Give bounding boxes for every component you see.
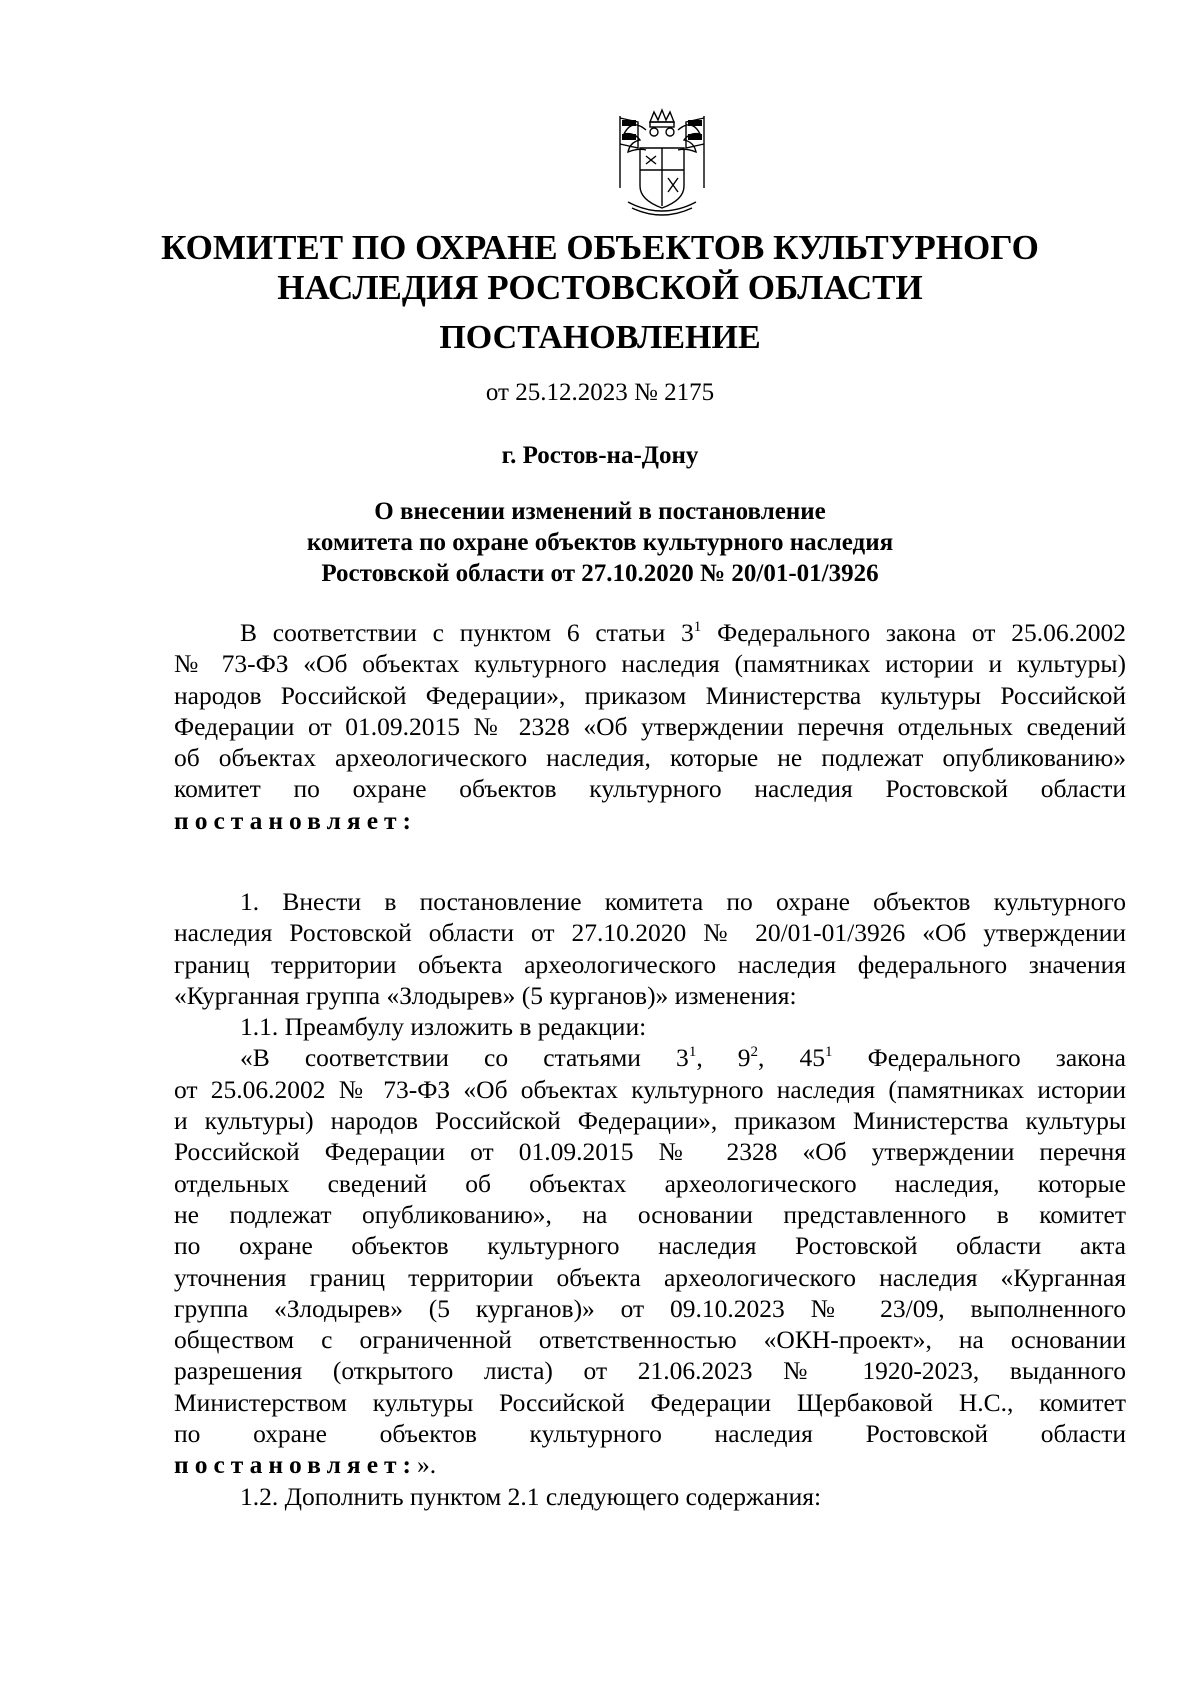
item-1-1-heading: 1.1. Преамбулу изложить в редакции: (240, 1012, 647, 1042)
organization-title-line: НАСЛЕДИЯ РОСТОВСКОЙ ОБЛАСТИ (277, 268, 923, 307)
item-1-line: наследия Ростовской области от 27.10.2020 № 20/01-01/3926 «Об утверждении (174, 918, 1126, 948)
subject-line: О внесении изменений в постановление (374, 498, 826, 525)
item-1-1-line: группа «Злодырев» (5 курганов)» от 09.10.2023 № 23/09, выполненного (174, 1293, 1126, 1323)
item-1-1-line: отдельных сведений об объектах археологического наследия, которые (174, 1168, 1126, 1198)
preamble-resolution-word: постановляет: (174, 805, 418, 835)
item-1-1-line: Министерством культуры Российской Федерации Щербаковой Н.С., комитет (174, 1387, 1126, 1417)
item-1-1-line: «В соответствии со статьями $3^1$, $9^2$, $45^1$ Федерального закона (240, 1043, 1126, 1073)
item-1-1-line: уточнения границ территории объекта археологического наследия «Курганная (174, 1262, 1126, 1292)
item-1-1-line: не подлежат опубликованию», на основании представленного в комитет (174, 1199, 1126, 1229)
preamble-line: В соответствии с пунктом 6 статьи $3^1$ Федерального закона от 25.06.2002 (240, 618, 1126, 647)
item-1-paragraph (174, 886, 1126, 1512)
preamble-paragraph (174, 617, 1126, 836)
item-1-1-line: по охране объектов культурного наследия Ростовской области (174, 1419, 1126, 1449)
item-1-1-resolution-line: постановляет:». (174, 1450, 437, 1480)
item-1-line: границ территории объекта археологического наследия федерального значения (174, 949, 1126, 979)
document-type: ПОСТАНОВЛЕНИЕ (439, 319, 761, 356)
organization-title-line: КОМИТЕТ ПО ОХРАНЕ ОБЪЕКТОВ КУЛЬТУРНОГО (161, 228, 1039, 267)
item-1-1-line: от 25.06.2002 № 73-ФЗ «Об объектах культурного наследия (памятниках истории (174, 1074, 1126, 1104)
preamble-line: народов Российской Федерации», приказом Министерства культуры Российской (174, 680, 1126, 710)
coat-of-arms-emblem-icon (610, 108, 714, 218)
item-1-line: «Курганная группа «Злодырев» (5 курганов)» изменения: (174, 980, 797, 1010)
document-city: г. Ростов-на-Дону (501, 442, 699, 469)
item-1-2-heading: 1.2. Дополнить пунктом 2.1 следующего содержания: (240, 1481, 822, 1511)
preamble-line: об объектах археологического наследия, которые не подлежат опубликованию» (174, 743, 1126, 773)
preamble-line: Федерации от 01.09.2015 № 2328 «Об утверждении перечня отдельных сведений (174, 711, 1126, 741)
subject-line: комитета по охране объектов культурного наследия (306, 529, 894, 556)
preamble-line: комитет по охране объектов культурного наследия Ростовской области (174, 774, 1126, 804)
preamble-line: № 73-ФЗ «Об объектах культурного наследия (памятниках истории и культуры) (174, 649, 1126, 679)
item-1-1-line: Российской Федерации от 01.09.2015 № 2328 «Об утверждении перечня (174, 1137, 1126, 1167)
organization-title (0, 228, 1200, 308)
item-1-1-line: по охране объектов культурного наследия Ростовской области акта (174, 1231, 1126, 1261)
document-date-number: от 25.12.2023 № 2175 (485, 379, 715, 406)
document-subject (0, 496, 1200, 589)
subject-line: Ростовской области от 27.10.2020 № 20/01-01/3926 (321, 560, 879, 587)
item-1-1-line: обществом с ограниченной ответственностью «ОКН-проект», на основании (174, 1325, 1126, 1355)
item-1-line: 1. Внести в постановление комитета по охране объектов культурного (240, 887, 1126, 916)
item-1-1-line: разрешения (открытого листа) от 21.06.2023 № 1920-2023, выданного (174, 1356, 1126, 1386)
item-1-1-line: и культуры) народов Российской Федерации», приказом Министерства культуры (174, 1106, 1126, 1136)
